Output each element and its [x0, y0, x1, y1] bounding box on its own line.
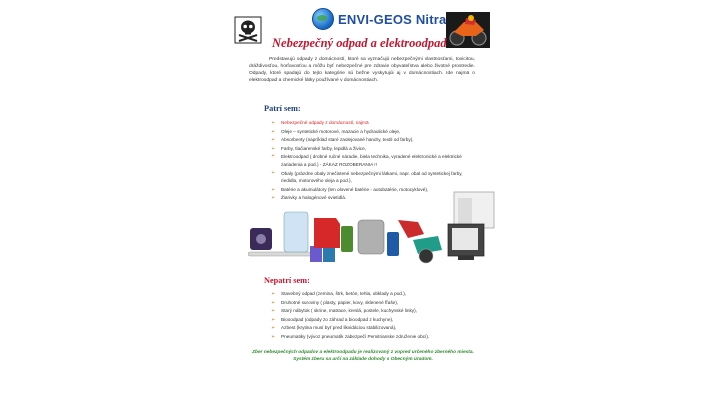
list-item: ➢ Pneumatiky (vývoz pneumatík zabezpečí Pemitrianske združenie obcí). [271, 333, 475, 342]
list-item: ➢ Biooodpad (odpady zo záhrad a bioodpad z kuchyne), [271, 316, 475, 325]
page-title: Nebezpečný odpad a elektroodpad [272, 36, 447, 50]
list-item: ➢ Farby, tlačiarenské farby, lepidlá a živice, [271, 145, 475, 154]
list-item: ➢ Nebezpečné odpady z domácností, najmä [271, 119, 475, 128]
list-item: ➢ Starý nábytok ( skrine, matrace, kreslá, postele, kuchynské linky), [271, 307, 475, 316]
globe-logo-icon [312, 8, 334, 30]
heading-patri-sem: Patrí sem: [264, 104, 301, 113]
envigeos-logo [312, 8, 446, 30]
nepatri-sem-list [271, 290, 475, 342]
list-item: ➢ Druhotné suroviny ( plasty, papier, kovy, sklenené fľaše), [271, 299, 475, 308]
collection-note: Zber nebezpečných odpadov a elektroodpadu je realizovaný z vopred určeného zberného miesta. Systém zberu sa určí na základe dohody s Obecným úradom. [252, 350, 474, 363]
motorcycle-icon [446, 12, 490, 48]
intro-paragraph: Predstavujú odpady z domácností, ktoré sa vyznačujú nebezpečnými vlastnosťami, toxicitou, dráždivosťou, horľavosťou a môžu byť nebezpečné pre zdravie obyvateľstva alebo životné prostredie. Odpady, ktoré spadajú do tejto kategórie sú bežne vyskytujúi aj v domácnostiach. Ide najmä o elektroodpad a chemické látky používané v domácnostiach. [249, 57, 475, 84]
heading-nepatri-sem: Nepatrí sem: [264, 276, 310, 285]
list-item: ➢ Žiarivky a halogénové svietidlá. [271, 194, 475, 203]
list-item: ➢ Batérie a akumulátory (len olovené batérie - autobatérie, motocyklové), [271, 186, 475, 195]
list-item: ➢ Azbest (krytina musí byť pred likvidáciou stabilizovaná), [271, 324, 475, 333]
list-item: ➢ Obaly (prázdne obaly znečistené nebezpečnými látkami, napr. obal od syntetickej farby, riedidla, motorového oleja a pod.), [271, 170, 475, 185]
list-item: ➢ Absorbenty (napríklad staré zaolejované handry, textil od farby), [271, 136, 475, 145]
hazardous-products-collage [248, 190, 498, 272]
list-item: ➢ Oleje – syntetické motorové, mazacie a hydraulické oleje, [271, 128, 475, 137]
list-item: ➢ Elektroodpad ( drobné ručné náradie, biela technika, vyradené elektronické a elektrické zariadenia a pod.) - ZÁKAZ ROZOBERANIA !! [271, 153, 475, 168]
list-item: ➢ Stavebný odpad (zemina, štrk, betón, tehla, obklady a pod.), [271, 290, 475, 299]
hazard-skull-icon [234, 16, 262, 46]
logo-text: ENVI-GEOS Nitra [338, 11, 447, 27]
